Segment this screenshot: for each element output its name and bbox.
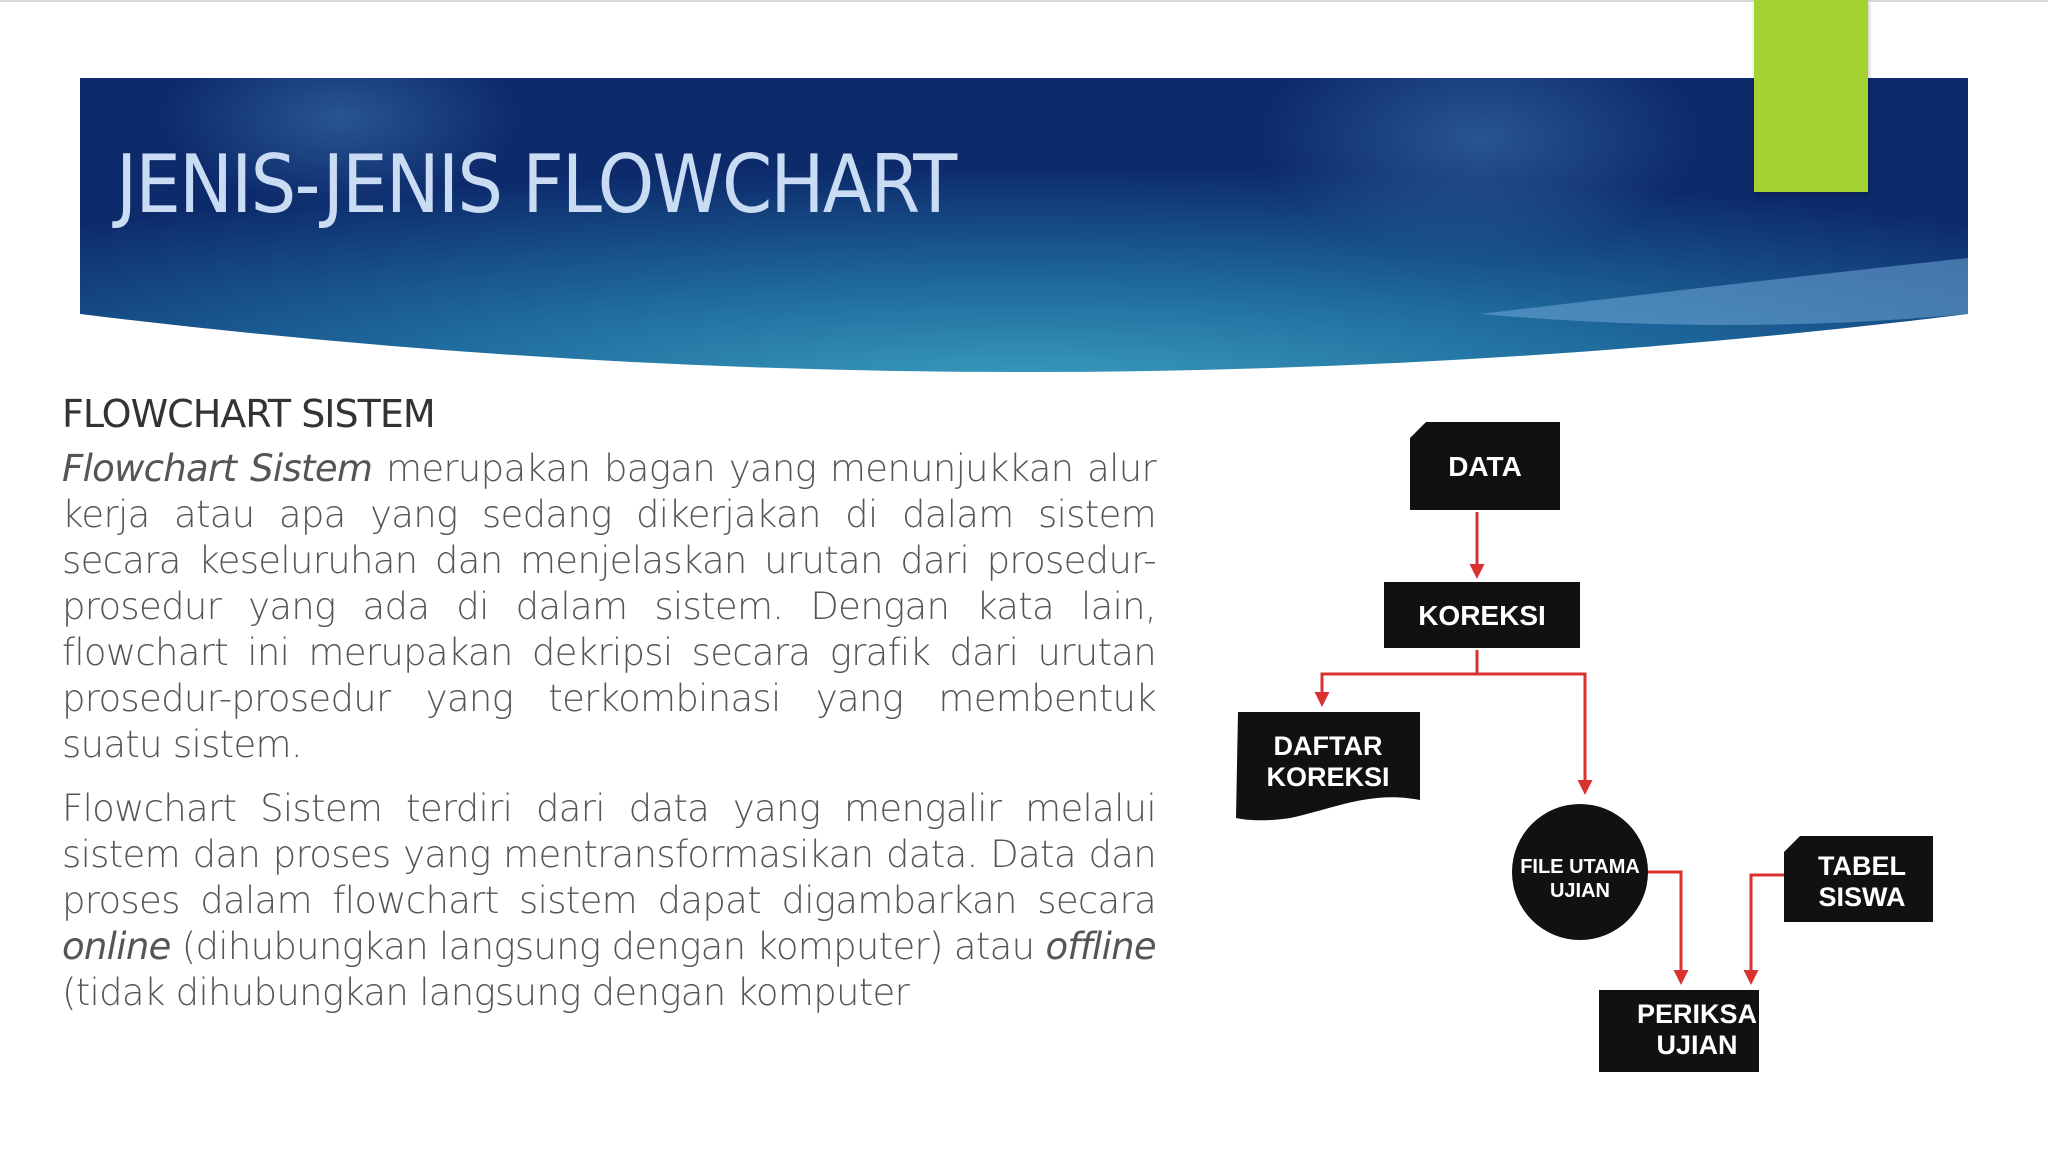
paragraph-composition-part2: (dihubungkan langsung dengan komputer) atau [170,925,1046,968]
section-heading: FLOWCHART SISTEM [62,392,435,436]
top-rule [0,0,2048,2]
paragraph-definition-lead: Flowchart Sistem [62,447,373,490]
paragraph-composition [62,786,1156,1016]
italic-offline: offline [1045,925,1156,968]
paragraph-definition [62,446,1156,768]
accent-tab [1754,0,1868,192]
slide-title: JENIS-JENIS FLOWCHART [116,138,956,231]
paragraph-definition-text: merupakan bagan yang menunjukkan alur kerja atau apa yang sedang dikerjakan di dalam sistem secara keseluruhan dan menjelaskan urutan dari prosedur-prosedur yang ada di dalam sistem. Dengan kata lain, flowchart ini merupakan dekripsi secara grafik dari urutan prosedur-prosedur yang terkombinasi yang membentuk suatu sistem. [62,447,1156,766]
node-file-utama-ujian-line1: FILE UTAMA [1520,856,1640,878]
arrow-koreksi-to-file [1477,674,1585,792]
node-data-label: DATA [1448,451,1522,482]
arrow-tabel-to-periksa [1751,875,1785,982]
paragraph-composition-part3: (tidak dihubungkan langsung dengan komputer [62,971,910,1014]
node-daftar-koreksi-line2: KOREKSI [1266,762,1390,792]
arrow-file-to-periksa [1645,872,1681,982]
content-area [62,392,1156,1034]
line-koreksi-split [1322,650,1477,704]
flowchart-diagram [1225,410,1945,1080]
paragraph-composition-part1: Flowchart Sistem terdiri dari data yang mengalir melalui sistem dan proses yang mentransformasikan data. Data dan proses dalam flowchart sistem dapat digambarkan secara [62,787,1156,922]
node-periksa-ujian-line2: UJIAN [1656,1030,1738,1060]
italic-online: online [62,925,171,968]
node-periksa-ujian-line1: PERIKSA [1636,999,1758,1029]
title-banner [80,78,1968,388]
node-daftar-koreksi-line1: DAFTAR [1273,731,1383,761]
node-file-utama-ujian-line2: UJIAN [1549,880,1611,902]
node-koreksi-label: KOREKSI [1418,600,1546,631]
node-tabel-siswa-line1: TABEL [1818,851,1906,881]
node-tabel-siswa-line2: SISWA [1818,882,1906,912]
